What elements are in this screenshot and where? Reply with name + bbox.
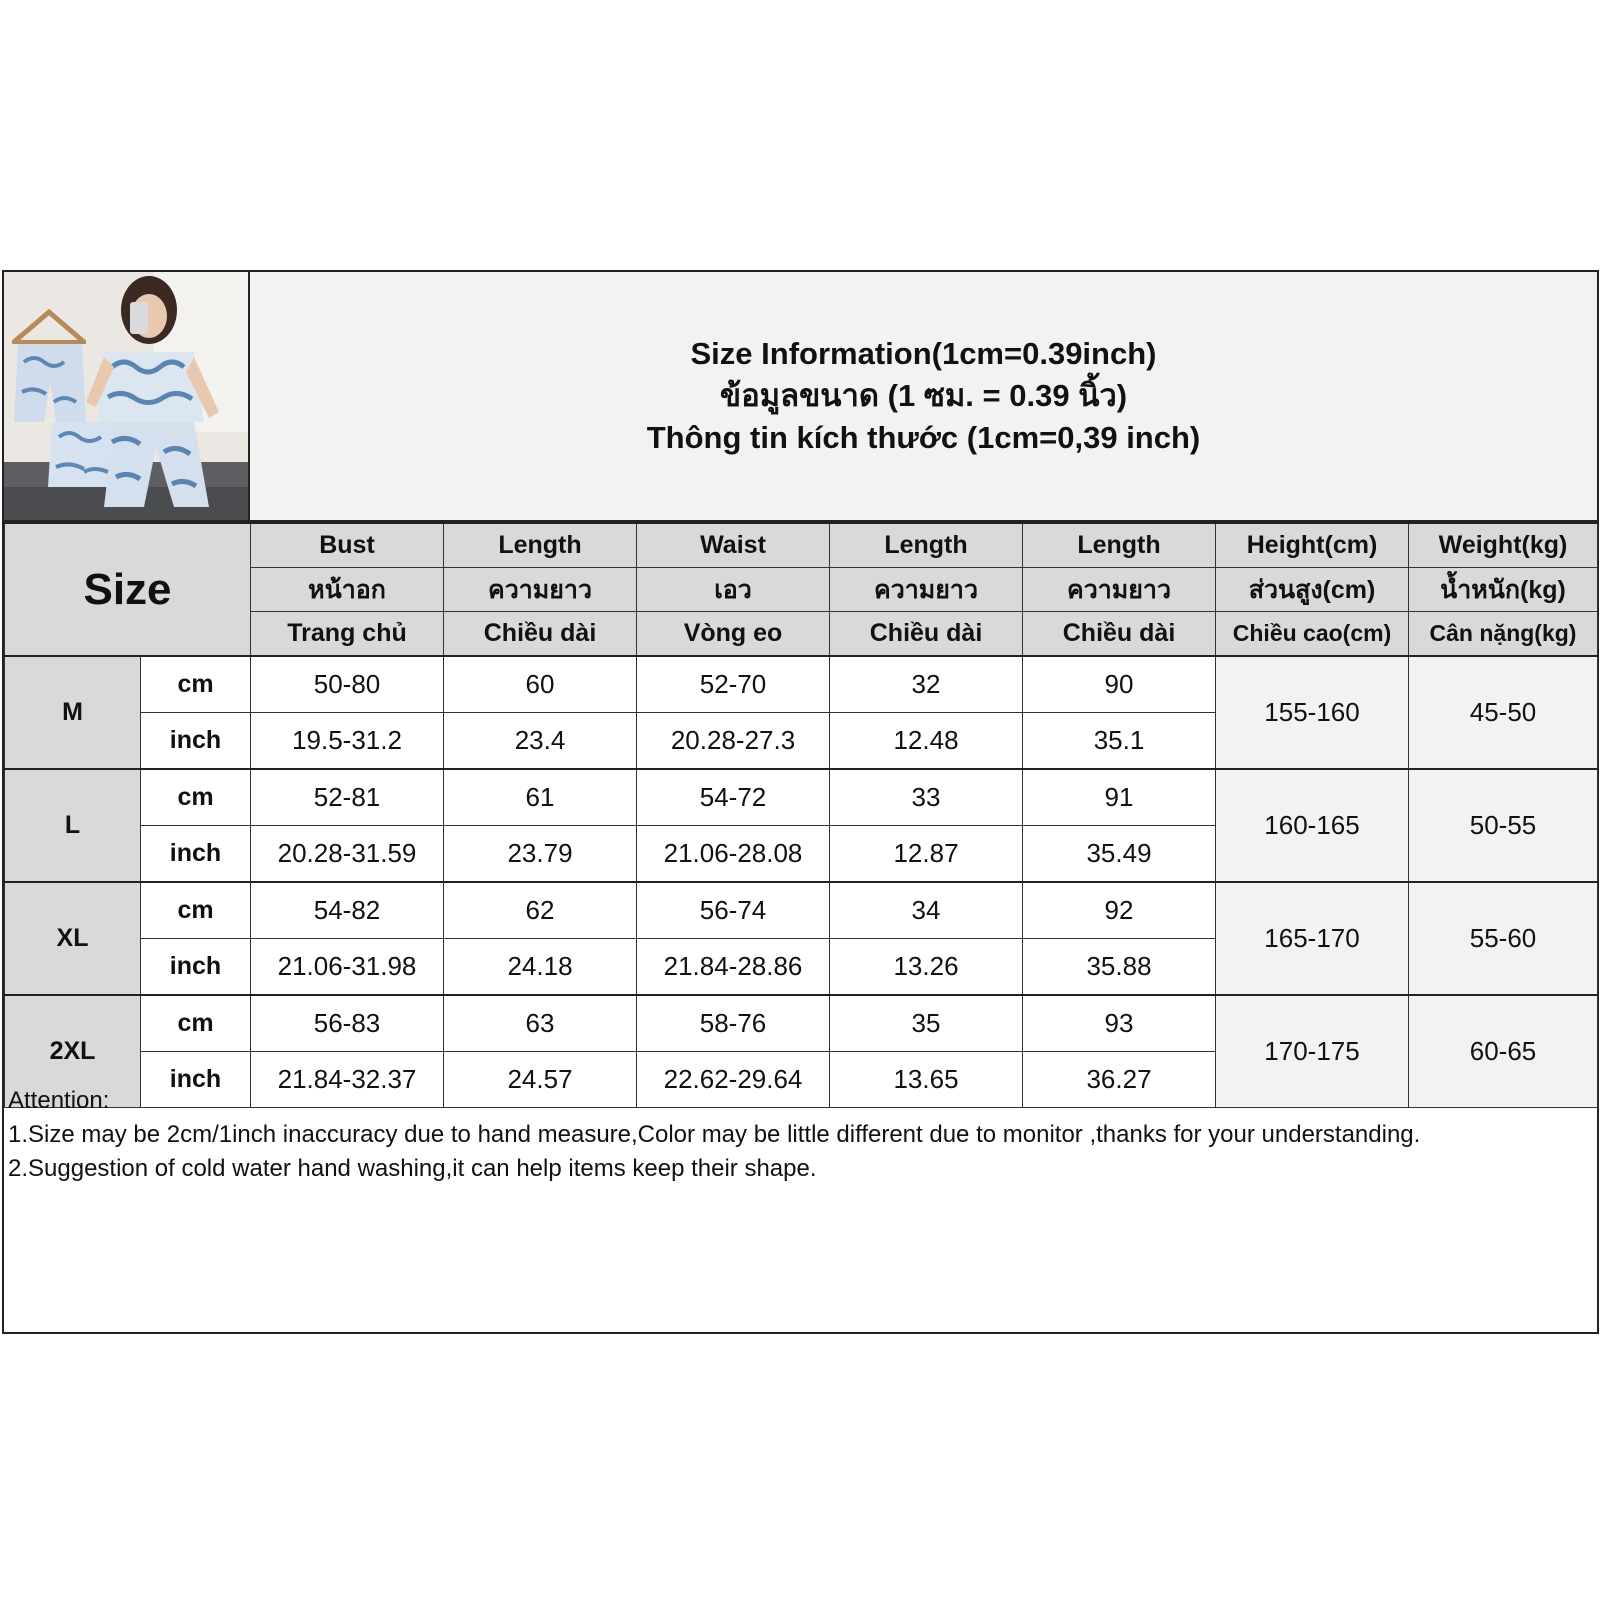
table-cell: 34 [830,882,1023,939]
title-block [250,272,1597,522]
unit-label: inch [141,713,251,770]
model-photo-image [4,272,248,520]
table-cell: 93 [1023,995,1216,1052]
table-cell: 60 [444,656,637,713]
height-cell: 155-160 [1216,656,1409,769]
column-header-th: น้ำหนัก(kg) [1409,568,1598,612]
table-cell: 91 [1023,769,1216,826]
height-cell: 160-165 [1216,769,1409,882]
column-header-vi: Vòng eo [637,612,830,657]
title-vietnamese: Thông tin kích thước (1cm=0,39 inch) [646,420,1201,455]
attention-heading: Attention: [8,1087,110,1114]
column-header-vi: Chiều dài [1023,612,1216,657]
height-cell: 165-170 [1216,882,1409,995]
table-cell: 35 [830,995,1023,1052]
table-cell: 33 [830,769,1023,826]
column-header-en: Weight(kg) [1409,523,1598,568]
table-row [5,769,1598,826]
table-cell: 21.84-28.86 [637,939,830,996]
table-cell: 21.06-28.08 [637,826,830,883]
table-cell: 35.49 [1023,826,1216,883]
size-label: L [5,769,141,882]
column-header-vi: Chiều dài [830,612,1023,657]
size-chart-sheet [2,270,1599,1334]
column-header-th: เอว [637,568,830,612]
table-cell: 22.62-29.64 [637,1052,830,1108]
column-header-en: Length [444,523,637,568]
table-cell: 13.65 [830,1052,1023,1108]
weight-cell: 50-55 [1409,769,1598,882]
table-row [5,882,1598,939]
table-cell: 21.06-31.98 [251,939,444,996]
unit-label: cm [141,769,251,826]
table-cell: 52-70 [637,656,830,713]
table-cell: 61 [444,769,637,826]
column-header-th: ส่วนสูง(cm) [1216,568,1409,612]
attention-note-1: 1.Size may be 2cm/1inch inaccuracy due to hand measure,Color may be little different due to monitor ,thanks for your understanding. [8,1121,1421,1148]
table-cell: 20.28-27.3 [637,713,830,770]
size-label: 2XL [5,995,141,1108]
table-cell: 12.48 [830,713,1023,770]
attention-note-2: 2.Suggestion of cold water hand washing,it can help items keep their shape. [8,1155,817,1182]
unit-label: inch [141,826,251,883]
unit-label: cm [141,656,251,713]
table-cell: 63 [444,995,637,1052]
table-cell: 56-83 [251,995,444,1052]
title-thai: ข้อมูลขนาด (1 ซม. = 0.39 นิ้ว) [719,378,1128,413]
table-cell: 54-82 [251,882,444,939]
height-cell: 170-175 [1216,995,1409,1108]
table-cell: 32 [830,656,1023,713]
table-cell: 36.27 [1023,1052,1216,1108]
table-cell: 23.4 [444,713,637,770]
column-header-en: Length [1023,523,1216,568]
column-header-en: Waist [637,523,830,568]
table-cell: 35.1 [1023,713,1216,770]
table-cell: 19.5-31.2 [251,713,444,770]
column-header-en: Length [830,523,1023,568]
column-header-th: ความยาว [830,568,1023,612]
table-cell: 35.88 [1023,939,1216,996]
product-photo [4,272,250,522]
table-row [5,995,1598,1052]
unit-label: inch [141,1052,251,1108]
column-header-en: Height(cm) [1216,523,1409,568]
table-cell: 90 [1023,656,1216,713]
header-row-english [5,523,1598,568]
column-header-vi: Trang chủ [251,612,444,657]
size-column-header: Size [5,523,251,656]
size-label: M [5,656,141,769]
table-cell: 92 [1023,882,1216,939]
table-cell: 24.57 [444,1052,637,1108]
attention-notes [8,1084,1589,1186]
unit-label: cm [141,882,251,939]
table-cell: 50-80 [251,656,444,713]
table-cell: 23.79 [444,826,637,883]
column-header-th: ความยาว [1023,568,1216,612]
table-cell: 21.84-32.37 [251,1052,444,1108]
table-cell: 56-74 [637,882,830,939]
column-header-th: ความยาว [444,568,637,612]
column-header-vi: Chiều dài [444,612,637,657]
weight-cell: 60-65 [1409,995,1598,1108]
size-label: XL [5,882,141,995]
column-header-en: Bust [251,523,444,568]
table-cell: 24.18 [444,939,637,996]
table-cell: 62 [444,882,637,939]
column-header-th: หน้าอก [251,568,444,612]
size-table [4,522,1598,1108]
table-cell: 13.26 [830,939,1023,996]
weight-cell: 45-50 [1409,656,1598,769]
table-cell: 52-81 [251,769,444,826]
table-cell: 58-76 [637,995,830,1052]
table-row [5,656,1598,713]
unit-label: inch [141,939,251,996]
title-english: Size Information(1cm=0.39inch) [690,336,1157,371]
column-header-vi: Chiều cao(cm) [1216,612,1409,657]
weight-cell: 55-60 [1409,882,1598,995]
column-header-vi: Cân nặng(kg) [1409,612,1598,657]
table-cell: 54-72 [637,769,830,826]
table-cell: 20.28-31.59 [251,826,444,883]
unit-label: cm [141,995,251,1052]
table-cell: 12.87 [830,826,1023,883]
